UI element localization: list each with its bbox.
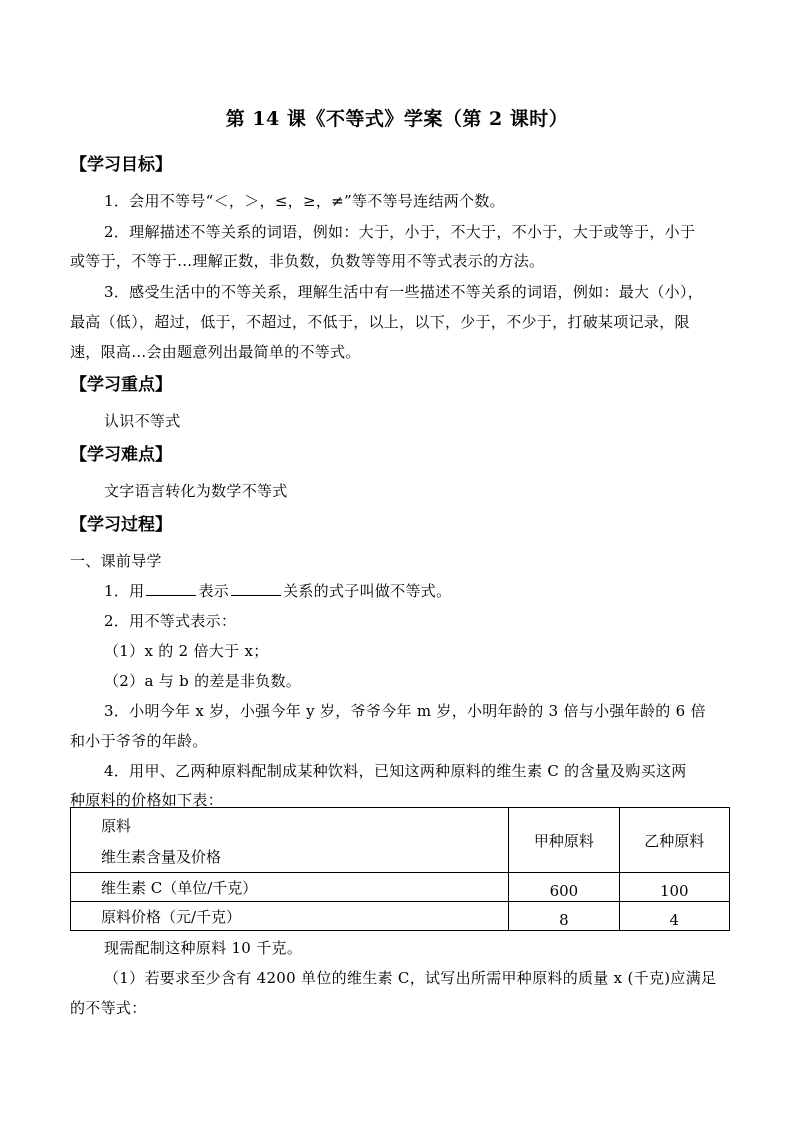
objective-1: 1．会用不等号“＜，＞，≤，≥，≠”等不等号连结两个数。 [104,192,505,210]
objective-3a: 3．感受生活中的不等关系，理解生活中有一些描述不等关系的词语，例如：最大（小）， [104,283,704,301]
table-row-label: 原料价格（元/千克） [71,902,509,931]
table-cell-b: 4 [619,902,729,931]
blank-2 [231,581,281,596]
question-4b: 种原料的价格如下表： [70,791,224,809]
table-cell-a: 8 [509,902,619,931]
table-col-a-header: 甲种原料 [509,808,619,873]
difficulty-text: 文字语言转化为数学不等式 [104,482,288,500]
table-cell-b: 100 [619,873,729,902]
blank-1 [146,581,196,596]
question-1-part-a: 1．用 [104,582,145,600]
table-header-top: 原料 [101,817,132,835]
table-row [71,873,730,902]
section-difficulties-heading: 【学习难点】 [70,445,172,465]
table-col-b-header: 乙种原料 [619,808,729,873]
part1-heading: 一、课前导学 [70,552,162,570]
question-1 [104,580,451,601]
section-objectives-heading: 【学习目标】 [70,155,172,175]
after-table-text: 现需配制这种原料 10 千克。 [104,939,303,957]
key-point-text: 认识不等式 [104,412,181,430]
question-3b: 和小于爷爷的年龄。 [70,732,208,750]
question-1-part-b: 表示 [198,582,230,600]
section-process-heading: 【学习过程】 [70,515,172,535]
question-2-2: （2）a 与 b 的差是非负数。 [104,672,302,690]
ingredient-table [70,807,730,931]
question-4-1a: （1）若要求至少含有 4200 单位的维生素 C，试写出所需甲种原料的质量 x (千克)应满足 [104,969,717,987]
objective-2a: 2．理解描述不等关系的词语，例如：大于，小于，不大于，不小于，大于或等于，小于 [104,223,696,241]
question-4-1b: 的不等式： [70,999,147,1017]
question-4a: 4．用甲、乙两种原料配制成某种饮料，已知这两种原料的维生素 C 的含量及购买这两 [104,762,687,780]
table-row [71,902,730,931]
section-key-points-heading: 【学习重点】 [70,375,172,395]
table-row-label: 维生素 C（单位/千克） [71,873,509,902]
objective-2b: 或等于，不等于…理解正数，非负数，负数等等用不等式表示的方法。 [70,252,545,270]
objective-3b: 最高（低），超过，低于，不超过，不低于，以上，以下，少于，不少于，打破某项记录，限 [70,313,690,331]
table-header-label-cell [71,808,509,873]
question-3a: 3．小明今年 x 岁，小强今年 y 岁，爷爷今年 m 岁，小明年龄的 3 倍与小强年龄的 6 倍 [104,702,706,720]
question-2-1: （1）x 的 2 倍大于 x； [104,642,269,660]
table-header-bottom: 维生素含量及价格 [101,848,222,866]
page-title: 第 14 课《不等式》学案（第 2 课时） [225,108,569,130]
table-header-row [71,808,730,873]
question-1-part-c: 关系的式子叫做不等式。 [283,582,452,600]
objective-3c: 速，限高…会由题意列出最简单的不等式。 [70,343,361,361]
question-2: 2．用不等式表示： [104,612,237,630]
table-cell-a: 600 [509,873,619,902]
